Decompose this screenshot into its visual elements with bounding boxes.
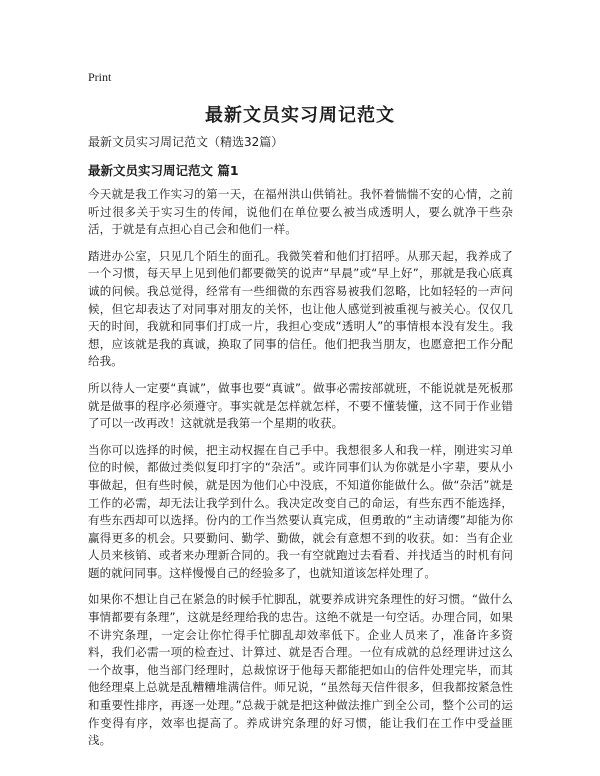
paragraph-4: 当你可以选择的时候，把主动权握在自己手中。我想很多人和我一样，刚进实习单位的时候，都做过类似复印打字的“杂活”。或许同事们认为你就是小字辈，要从小事做起，但有些时候，就是因为他们心中没底，不知道你能做什么。做“杂活”就是工作的必需，却无法让我学到什么。我决定改变自己的命运，有些东西不能选择，有些东西却可以选择。份内的工作当然要认真完成，但勇敢的“主动请缨”却能为你赢得更多的机会。只要勤问、勤学、勤做，就会有意想不到的收获。如：当有企业人员来核销、或者来办理新合同的。我一有空就跑过去看看、并找适当的时机有问题的就问同事。这样慢慢自己的经验多了，也就知道该怎样处理了。: [88, 442, 513, 580]
section-heading: 最新文员实习周记范文 篇1: [88, 163, 239, 178]
paragraph-2: 踏进办公室，只见几个陌生的面孔。我微笑着和他们打招呼。从那天起，我养成了一个习惯，每天早上见到他们都要微笑的说声“早晨”或“早上好”，那就是我心底真诚的问候。我总觉得，经常有一些细微的东西容易被我们忽略，比如轻轻的一声问候，但它却表达了对同事对朋友的关怀，也让他人感觉到被重视与被关心。仅仅几天的时间，我就和同事们打成一片，我担心变成“透明人”的事情根本没有发生。我想，应该就是我的真诚，换取了同事的信任。他们把我当朋友，也愿意把工作分配给我。: [88, 248, 513, 369]
print-label: Print: [88, 70, 112, 84]
page-title: 最新文员实习周记范文: [205, 105, 395, 126]
paragraph-1: 今天就是我工作实习的第一天，在福州洪山供销社。我怀着惴惴不安的心情，之前听过很多关于实习生的传闻，说他们在单位要么被当成透明人，要么就净干些杂活，于就是有点担心自己会和他们一样。: [88, 187, 513, 237]
document-subtitle: 最新文员实习周记范文（精选32篇）: [88, 135, 284, 149]
paragraph-3: 所以待人一定要“真诚”，做事也要“真诚”。做事必需按部就班，不能说就是死板那就是做事的程序必须遵守。事实就是怎样就怎样，不要不懂装懂，这不同于作业错了可以一改再改！这就就是我第一个星期的收获。: [88, 380, 513, 431]
article-body: [88, 186, 513, 759]
paragraph-5: 如果你不想让自己在紧急的时候手忙脚乱，就要养成讲究条理性的好习惯。“做什么事情都要有条理”，这就是经理给我的忠告。这绝不就是一句空话。办理合同，如果不讲究条理，一定会让你忙得手忙脚乱却效率低下。企业人员来了，准备许多资料，我们必需一项的检查过、计算过、就是否合理。一位有成就的总经理讲过这么一个故事，他当部门经理时，总裁惊讶于他每天都能把如山的信件处理完毕，而其他经理桌上总就是乱糟糟堆满信件。师兄说，“虽然每天信件很多，但我都按紧急性和重要性排序，再逐一处理。”总裁于就是把这种做法推广到全公司，整个公司的运作变得有序，效率也提高了。养成讲究条理的好习惯，能让我们在工作中受益匪浅。: [88, 592, 513, 748]
